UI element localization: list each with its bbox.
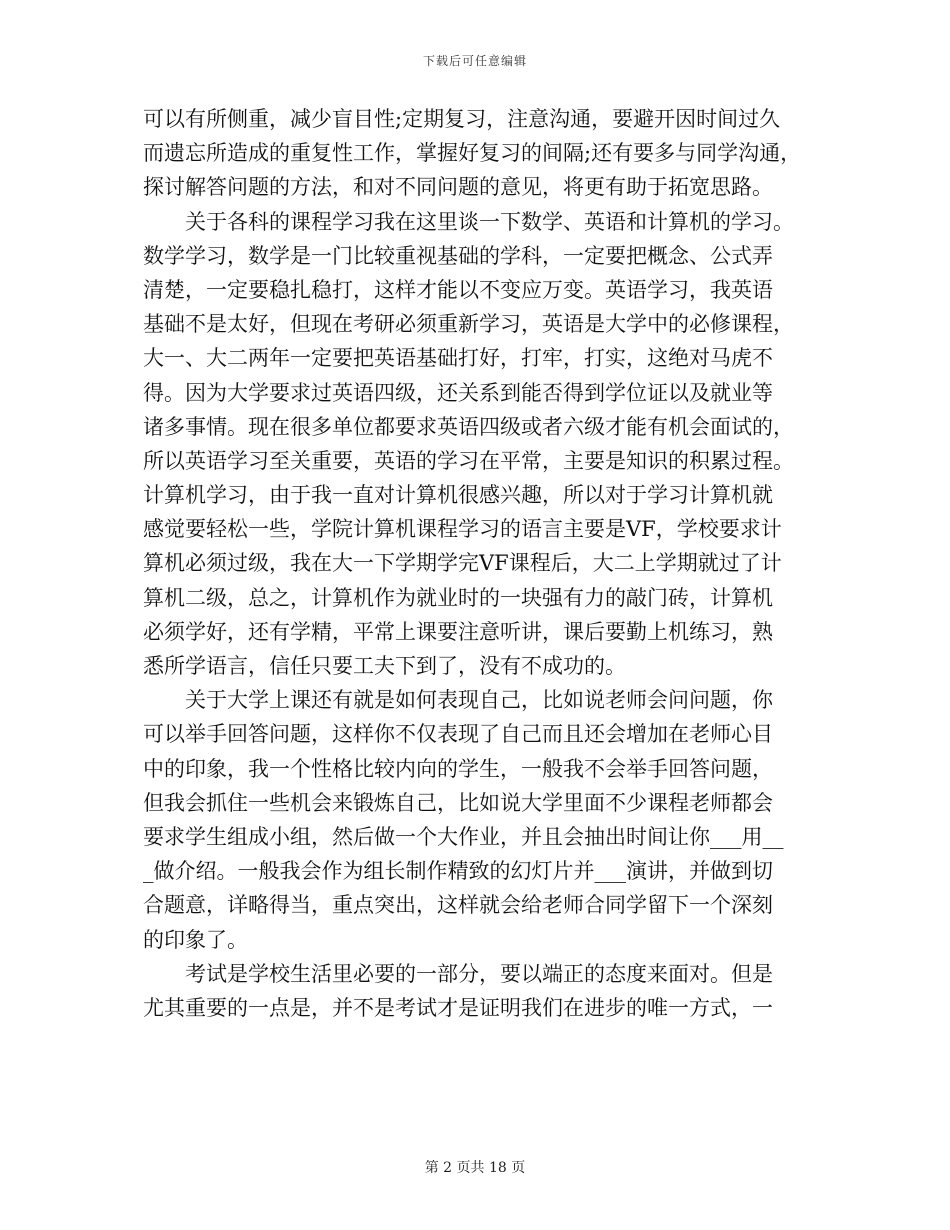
text-line: 大一、大二两年一定要把英语基础打好，打牢，打实，这绝对马虎不 [143, 346, 773, 371]
text-line: 要求学生组成小组，然后做一个大作业，并且会抽出时间让你___用__ [143, 824, 784, 849]
text-line: 必须学好，还有学精，平常上课要注意听讲，课后要勤上机练习，熟 [143, 619, 773, 644]
text-line: 考试是学校生活里必要的一部分，要以端正的态度来面对。但是 [185, 961, 773, 986]
text-line: 算机二级，总之，计算机作为就业时的一块强有力的敲门砖，计算机 [143, 585, 773, 610]
page-header: 下载后可任意编辑 [422, 54, 527, 68]
text-line: 数学学习，数学是一门比较重视基础的学科，一定要把概念、公式弄 [143, 243, 773, 268]
text-line: 得。因为大学要求过英语四级，还关系到能否得到学位证以及就业等 [143, 380, 773, 405]
text-line: 算机必须过级，我在大一下学期学完VF课程后，大二上学期就过了计 [143, 551, 782, 576]
text-line: 合题意，详略得当，重点突出，这样就会给老师合同学留下一个深刻 [143, 893, 773, 918]
text-line: 计算机学习，由于我一直对计算机很感兴趣，所以对于学习计算机就 [143, 483, 773, 508]
text-line: 诸多事情。现在很多单位都要求英语四级或者六级才能有机会面试的， [143, 414, 794, 439]
page-number: 第 2 页共 18 页 [424, 1160, 526, 1176]
text-line: 悉所学语言，信任只要工夫下到了，没有不成功的。 [143, 654, 626, 678]
text-line: 但我会抓住一些机会来锻炼自己，比如说大学里面不少课程老师都会 [143, 790, 773, 815]
text-line: 清楚，一定要稳扎稳打，这样才能以不变应万变。英语学习，我英语 [143, 277, 773, 302]
text-line: 可以举手回答问题，这样你不仅表现了自己而且还会增加在老师心目 [143, 722, 773, 747]
text-line: 尤其重要的一点是，并不是考试才是证明我们在进步的唯一方式，一 [143, 995, 773, 1020]
text-line: 探讨解答问题的方法，和对不同问题的意见，将更有助于拓宽思路。 [143, 175, 773, 200]
text-line: 而遗忘所造成的重复性工作，掌握好复习的间隔;还有要多与同学沟通， [143, 141, 802, 166]
text-line: 感觉要轻松一些，学院计算机课程学习的语言主要是VF，学校要求计 [143, 517, 782, 542]
text-line: 关于大学上课还有就是如何表现自己，比如说老师会问问题，你 [185, 688, 773, 713]
text-line: 的印象了。 [143, 927, 248, 952]
text-line: _做介绍。一般我会作为组长制作精致的幻灯片并___演讲，并做到切 [143, 859, 773, 884]
text-line: 基础不是太好，但现在考研必须重新学习，英语是大学中的必修课程， [143, 312, 794, 337]
document-body [143, 102, 803, 1025]
text-line: 所以英语学习至关重要，英语的学习在平常，主要是知识的积累过程。 [143, 448, 794, 473]
text-line: 可以有所侧重，减少盲目性;定期复习，注意沟通，要避开因时间过久 [143, 107, 781, 131]
text-line: 中的印象，我一个性格比较内向的学生，一般我不会举手回答问题， [143, 756, 773, 781]
text-line: 关于各科的课程学习我在这里谈一下数学、英语和计算机的学习。 [185, 209, 794, 234]
